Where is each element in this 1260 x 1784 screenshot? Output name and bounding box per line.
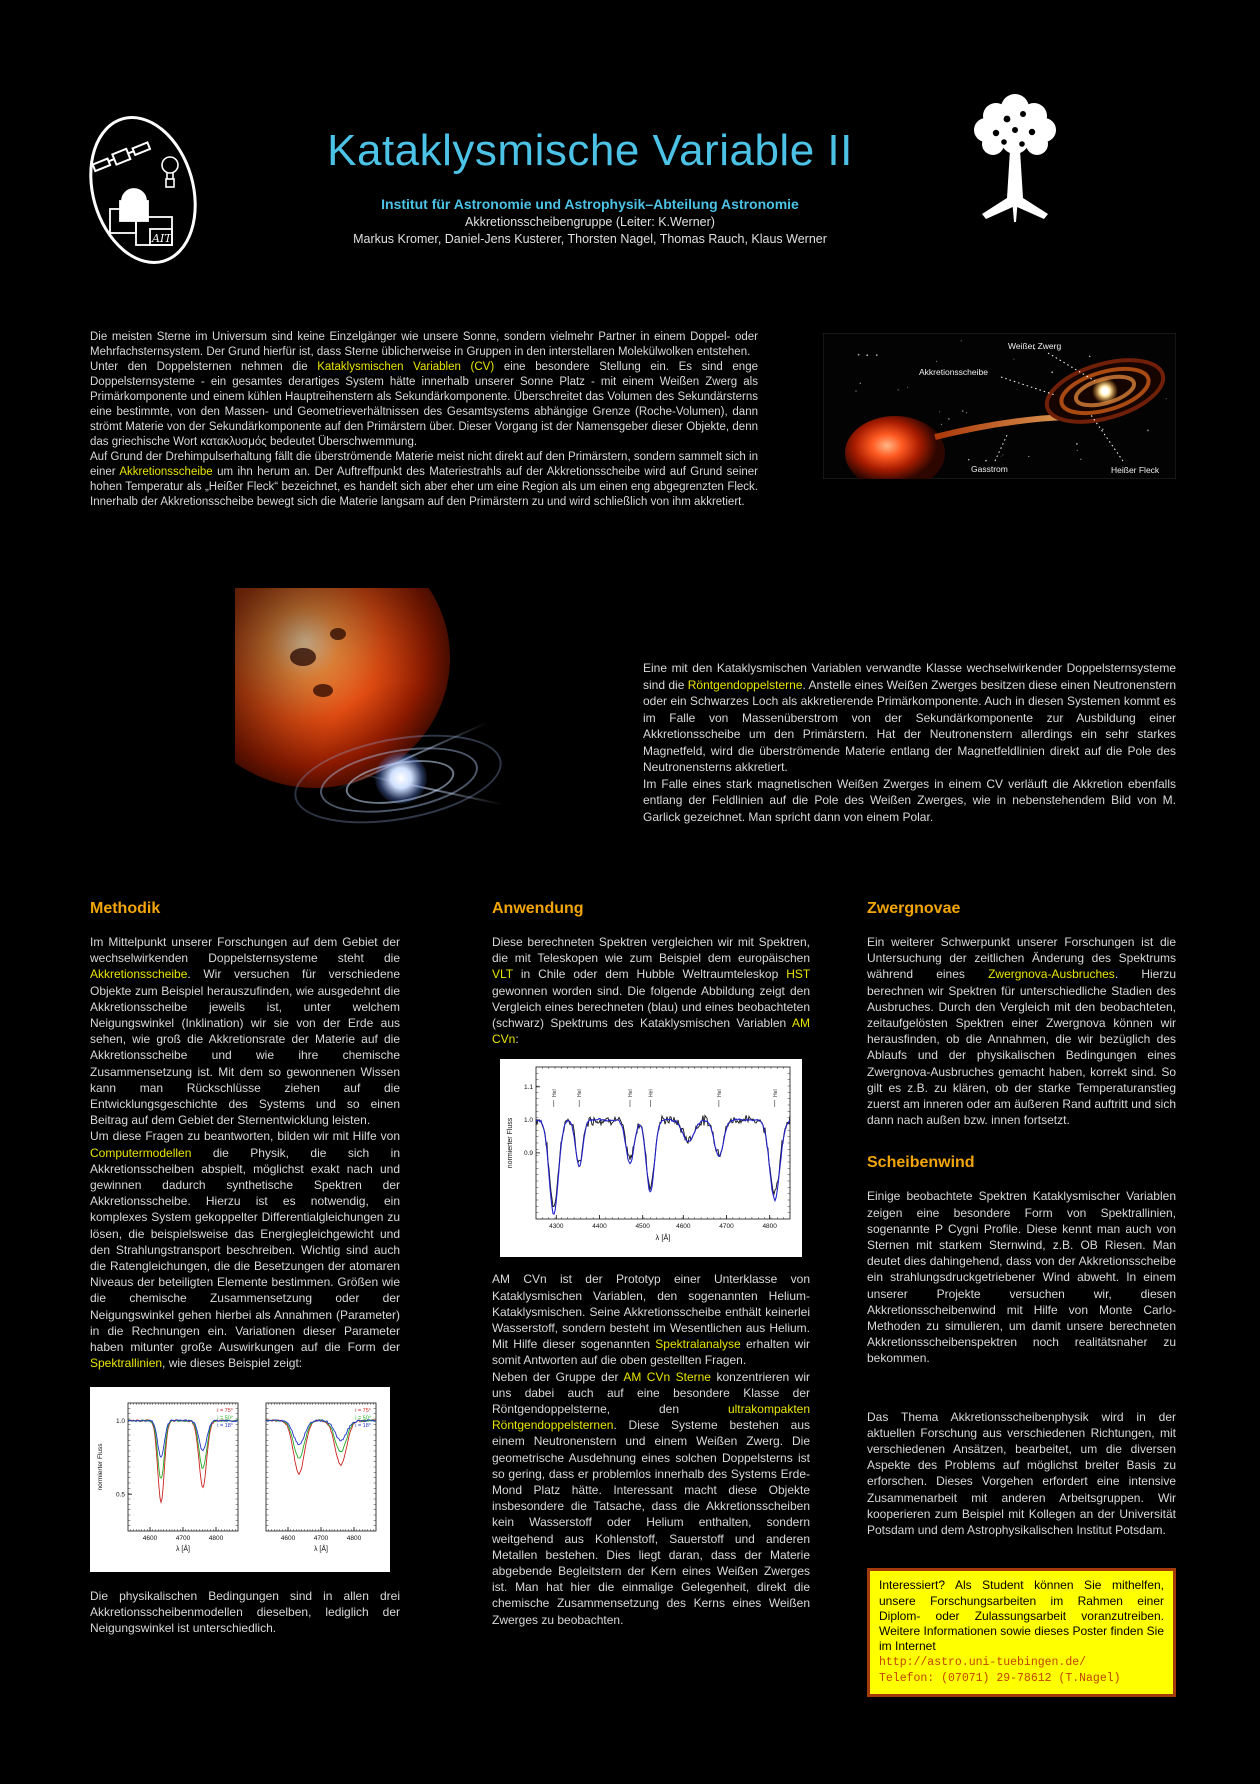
svg-text:i = 18°: i = 18° [217,1423,233,1430]
figure-label: Gasstrom [971,464,1008,474]
svg-text:i = 75°: i = 75° [217,1408,233,1415]
intro-p3: Auf Grund der Drehimpulserhaltung fällt die überströmende Materie meist nicht direkt auf den Primärstern, sondern sammelt sich in einer Akkretionsscheibe um ihn herum an. Der Auftreffpunkt des Materiestrahls auf der Akkretionsscheibe wird auf Grund seiner hohen Temperatur als „Heißer Fleck“ bezeichnet, es handelt sich aber eher um eine Region als um einen eng abgegrenzten Fleck. Innerhalb der Akkretionsscheibe bewegt sich die Materie langsam auf den Primärstern zu und wird schließlich von ihm akkretiert. [90,451,759,508]
balloon-icon [162,157,178,187]
svg-text:i = 18°: i = 18° [355,1423,371,1430]
figure-label: Weißer Zwerg [1008,341,1062,351]
tree-logo [960,86,1070,231]
ait-logo-text: AIT [152,232,172,245]
column-anwendung [492,900,810,1628]
svg-text:HeI: HeI [627,1089,634,1098]
header [240,126,940,246]
svg-text:4400: 4400 [592,1223,607,1231]
amcvn-figure [500,1059,802,1257]
column-methodik [90,900,400,1636]
svg-text:normierter Fluss: normierter Fluss [507,1118,514,1169]
svg-text:i = 50°: i = 50° [217,1415,233,1422]
info-phone: Telefon: (07071) 29-78612 (T.Nagel) [879,1672,1121,1686]
info-url[interactable]: http://astro.uni-tuebingen.de/ [879,1656,1087,1670]
svg-text:4300: 4300 [549,1223,564,1231]
svg-text:4700: 4700 [719,1223,734,1231]
scheibenwind-heading: Scheibenwind [867,1154,975,1172]
svg-text:1.0: 1.0 [115,1418,125,1426]
methodik-p1: Im Mittelpunkt unserer Forschungen auf dem Gebiet der wechselwirkenden Doppelsternsysteme steht die Akkretionsscheibe. Wir versuchen für verschiedene Objekte zum Beispiel herauszufinden, wie ausgedehnt die Akkretionsscheibe jeweils ist, unter welchem Neigungswinkel (Inklination) wir sie von der Erde aus sehen, wie groß die Akkretionsrate der Materie auf die Akkretionsscheibe und wie ihre chemische Zusammensetzung ist. Mit dem so gewonnenen Wissen kann man Rückschlüsse ziehen auf die Entwicklungsgeschichte des Systems und so einen Beitrag auf dem Gebiet der Sternentwicklung leisten. [90,935,400,1128]
svg-text:i = 75°: i = 75° [355,1408,371,1415]
svg-text:1.0: 1.0 [523,1117,533,1125]
roentgen-p1: Eine mit den Kataklysmischen Variablen verwandte Klasse wechselwirkender Doppelsternsysteme sind die Röntgendoppelsterne. Anstelle eines Weißen Zwerges besitzen diese einen Neutronenstern oder ein Schwarzes Loch als akkretierende Primärkomponente. Auch in diesen Systemen kommt es im Falle von Massenüberstrom von der Sekundärkomponente zur Ausbildung einer Akkretionsscheibe um den Primärstern. Hat der Neutronenstern allerdings ein sehr starkes Magnetfeld, wird die überströmende Materie entlang der Magnetfeldlinien direkt auf die Pole des Neutronensterns akkretiert. [643,661,1177,774]
svg-text:4800: 4800 [762,1223,777,1231]
intro-p1: Die meisten Sterne im Universum sind keine Einzelgänger wie unsere Sonne, sondern vielmehr Partner in einem Doppel- oder Mehrfachsternsystem. Der Grund hierfür ist, dass Sterne üblicherweise in Gruppen in den interstellaren Molekülwolken entstehen. [90,331,758,358]
satellite-icon [92,141,151,173]
anwendung-p3: Neben der Gruppe der AM CVn Sterne konzentrieren wir uns dabei auch auf eine besondere Klasse der Röntgendoppelsterne, den ultrakompakten Röntgendoppelsternen. Diese Systeme bestehen aus einem Neutronenstern und einem Weißen Zwerg. Die geometrische Ausdehnung eines solchen Doppelsterns ist so gering, dass er problemlos innerhalb des Systems Erde-Mond Platz hätte. Interessant macht diese Objekte insbesondere die Tatsache, dass die Akkretionsscheiben kein Wasserstoff oder Helium enthalten, sondern weitgehend aus Kohlenstoff, Sauerstoff und anderen Metallen bestehen. Dies liegt daran, dass der Materie abgebende Begleitstern der Kern eines Weißen Zwerges ist. Man hat hier die einmalige Gelegenheit, direkt die chemische Zusammensetzung des Kerns eines Weißen Zwerges zu beobachten. [492,1369,810,1627]
svg-text:λ [Å]: λ [Å] [313,1546,329,1554]
svg-text:4800: 4800 [346,1535,362,1543]
group-line: Akkretionsscheibengruppe (Leiter: K.Werner) [465,215,715,229]
zwergnovae-p1: Ein weiterer Schwerpunkt unserer Forschungen ist die Untersuchung der zeitlichen Änderung des Spektrums während eines Zwergnova-Ausbruches. Hierzu berechnen wir Spektren für unterschiedliche Stadien des Ausbruches. Durch den Vergleich mit den beobachteten, zeitaufgelösten Spektren einer Zwergnova können wir herausfinden, ob die Annahmen, die wir bezüglich des Ablaufs und der physikalischen Bedingungen eines Zwergnova-Ausbruches gemacht haben, korrekt sind. So gilt es z.B. zu klären, ob der starke Temperaturanstieg zuerst am inneren oder am äußeren Rand auftritt und sich dann nach außen bzw. innen fortsetzt. [867,935,1176,1128]
intro-paragraphs [90,330,758,510]
svg-text:4600: 4600 [280,1535,296,1543]
svg-text:4600: 4600 [142,1535,158,1543]
zwergnovae-heading: Zwergnovae [867,900,961,917]
tree-crown [974,94,1056,155]
tree-trunk [982,150,1048,222]
figure-caption: Die physikalischen Bedingungen sind in allen drei Akkretionsscheibenmodellen dieselben, lediglich der Neigungswinkel ist unterschiedlich. [90,1589,400,1636]
svg-text:4700: 4700 [175,1535,191,1543]
roentgen-p2: Im Falle eines stark magnetischen Weißen Zwerges in einem CV verläuft die Akkretion ebenfalls entlang der Feldlinien auf die Pole des Weißen Zwerges, wie in nebenstehendem Bild von M. Garlick gezeichnet. Man spricht dann von einem Polar. [643,776,1176,824]
svg-text:HeI: HeI [577,1089,584,1098]
figure-label: Heißer Fleck [1111,465,1160,475]
figure-label: Akkretionsscheibe [919,367,988,377]
svg-text:0.9: 0.9 [523,1150,533,1158]
svg-text:λ [Å]: λ [Å] [175,1546,191,1554]
anwendung-heading: Anwendung [492,900,584,917]
svg-text:0.5: 0.5 [115,1492,125,1500]
methodik-heading: Methodik [90,900,161,917]
institute-line: Institut für Astronomie und Astrophysik–Abteilung Astronomie [381,196,799,212]
svg-text:4800: 4800 [208,1535,224,1543]
svg-text:4500: 4500 [635,1223,650,1231]
svg-text:λ [Å]: λ [Å] [655,1233,671,1243]
svg-text:HeI: HeI [716,1089,723,1098]
methodik-p2: Um diese Fragen zu beantworten, bilden wir mit Hilfe von Computermodellen die Physik, die sich in Akkretionsscheiben abspielt, möglichst exakt nach und gewinnen dadurch synthetische Spektren der Akkretionsscheibe. Hierzu ist es notwendig, ein komplexes System gekoppelter Differentialgleichungen zu lösen, die beispielsweise das Energiegleichgewicht und den Strahlungstransport beschreiben. Wichtig sind auch die Ratengleichungen, die die Besetzungen der atomaren Niveaus der beteiligten Elemente bestimmen. Größen wie die chemische Zusammensetzung oder der Neigungswinkel gehen hierbei als Annahmen (Parameter) in die Rechnungen ein. Variationen dieser Parameter haben mitunter große Auswirkungen auf die Form der Spektrallinien, wie dieses Beispiel zeigt: [90,1129,400,1371]
svg-text:normierter Fluss: normierter Fluss [97,1444,104,1491]
svg-text:4700: 4700 [313,1535,329,1543]
info-text: Interessiert? Als Student können Sie mithelfen, unsere Forschungsarbeiten im Rahmen einer Diplom- oder Zulassungsarbeit voranzutreiben. Weitere Informationen sowie dieses Poster finden Sie im Internet [879,1578,1164,1654]
roentgen-paragraphs [643,660,1176,825]
svg-text:4600: 4600 [676,1223,691,1231]
kooperation-p1: Das Thema Akkretionsscheibenphysik wird in der aktuellen Forschung aus verschiedenen Richtungen, mit verschiedenen Ansätzen, bearbeitet, um die diversen Aspekte des Problems auf möglichst breiter Basis zu erforschen. Dieses Vorgehen erfordert eine intensive Zusammenarbeit mit anderen Arbeitsgruppen. Wir kooperieren zum Beispiel mit Kollegen an der Universität Potsdam und dem Astrophysikalischen Institut Potsdam. [867,1409,1176,1538]
scheibenwind-p1: Einige beobachtete Spektren Kataklysmischer Variablen zeigen eine besondere Form von Spektrallinien, sogenannte P Cygni Profile. Diese kennt man auch von Sternen mit starkem Sternwind, z.B. OB Riesen. Man deutet dies dahingehend, dass von der Akkretionsscheibe ein strahlungsdruckgetriebener Wind abweht. In einem unserer Projekte versuchen wir, diesen Akkretionsscheibenwind mit Hilfe von Monte Carlo-Methoden zu simulieren, um damit unsere berechneten Akkretionsscheibenspektren noch realitätsnaher zu bekommen. [867,1189,1176,1366]
binary-system-figure [823,333,1176,479]
inclination-figure [90,1387,390,1572]
column-right [867,900,1176,1697]
info-box [867,1568,1176,1697]
anwendung-p2: AM CVn ist der Prototyp einer Unterklasse von Kataklysmischen Variablen, den sogenannten Helium-Kataklysmischen. Seine Akkretionsscheibe enthält keinerlei Wasserstoff, sondern besteht im Wesentlichen aus Helium. Mit Hilfe dieser sogenannten Spektralanalyse erhalten wir somit Antworten auf die oben gestellten Fragen. [492,1272,810,1368]
ait-logo [80,105,210,275]
polar-illustration [235,588,505,846]
page-title: Kataklysmische Variable II [327,126,853,175]
intro-p2: Unter den Doppelsternen nehmen die Kataklysmischen Variablen (CV) eine besondere Stellung ein. Es sind enge Doppelsternsysteme - ein gesamtes derartiges System hätte innerhalb unserer Sonne Platz - mit einem Weißen Zwerg als Primärkomponente und einem kühlen Hauptreihenstern als Sekundärkomponente. Überschreitet das Volumen des Sekundärsterns eine bestimmte, von den Massen- und Geometrieverhältnissen des Gesamtsystems abhängige Grenze (Roche-Volumen), dann strömt Materie von der Sekundärkomponente auf den Primärstern über. Dieser Vorgang ist der Namensgeber dieser Objekte, denn das griechische Wort κατακλυσμός bedeutet Überschwemmung. [90,361,758,448]
authors-line: Markus Kromer, Daniel-Jens Kusterer, Thorsten Nagel, Thomas Rauch, Klaus Werner [353,232,827,246]
svg-text:HeI: HeI [772,1089,779,1098]
svg-text:1.1: 1.1 [523,1084,533,1092]
anwendung-p1: Diese berechneten Spektren vergleichen wir mit Spektren, die mit Teleskopen wie zum Beispiel dem europäischen VLT in Chile oder dem Hubble Weltraumteleskop HST gewonnen worden sind. Die folgende Abbildung zeigt den Vergleich eines berechneten (blau) und eines beobachteten (schwarz) Spektrums des Kataklysmischen Variablen AM CVn: [492,935,810,1047]
svg-text:i = 50°: i = 50° [355,1415,371,1422]
svg-text:HeI: HeI [551,1089,558,1098]
svg-text:HeI: HeI [648,1089,655,1098]
